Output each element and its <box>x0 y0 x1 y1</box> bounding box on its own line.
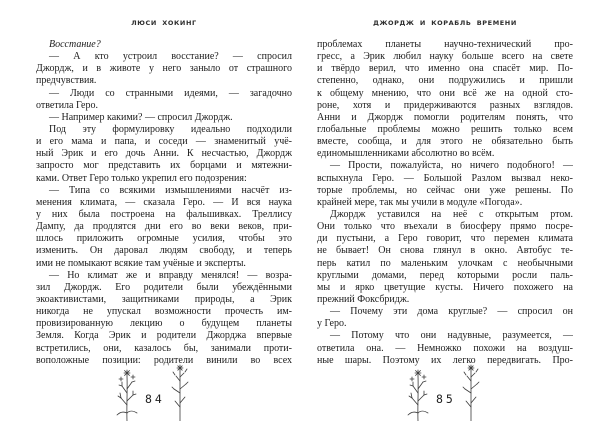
text-line: — Потому что они надувные, разумеется, — <box>330 330 573 342</box>
text-line: ками. Ответ Геро только укрепил его подозрения: <box>36 172 247 184</box>
text-line: Они только что въехали в биосферу прямо посре- <box>317 221 573 233</box>
text-line: у Геро. <box>317 318 347 330</box>
running-head-author: ЛЮСИ ХОКИНГ <box>131 19 197 27</box>
left-page <box>36 0 292 422</box>
text-line: крайней мере, так мы учили в модуле «Погода». <box>317 196 523 208</box>
text-line: экоактивистами, защитниками природы, а Эрик <box>36 293 292 305</box>
text-line: — Люди со странными идеями, — загадочно <box>49 87 292 99</box>
text-line: вместе, сообща, и для этого не обязательно быть <box>317 136 573 148</box>
botanical-sprig-icon <box>461 363 481 421</box>
text-line: Джордж уставился на неё с открытым ртом. <box>330 208 573 220</box>
text-line: шлось приложить огромные усилия, чтобы это <box>36 233 292 245</box>
running-head-title: ДЖОРДЖ И КОРАБЛЬ ВРЕМЕНИ <box>373 19 517 27</box>
left-page-footer <box>114 363 190 421</box>
botanical-sprig-icon <box>114 367 140 421</box>
text-line: Под эту формулировку идеально подходили <box>49 123 292 135</box>
text-line: никогда не упускал возможности прочесть им- <box>36 306 292 318</box>
text-line: единомышленниками абсолютно во всём. <box>317 148 495 160</box>
text-line: менения климата, — сказала Геро. — И вся наука <box>36 196 292 208</box>
right-page-footer <box>405 363 481 421</box>
text-line: глобальные проблемы можно решить только всем <box>317 123 573 135</box>
page-number: 84 <box>145 392 165 406</box>
text-line: Джордж, и в животе у него заныло от страшного <box>36 63 292 75</box>
text-line: Анни и Джордж помогли родителям понять, что <box>317 111 573 123</box>
page-number: 85 <box>436 392 456 406</box>
text-line: — Типа со всякими измышлениями насчёт из- <box>49 184 292 196</box>
text-line: круглыми домами, перед которыми росли паль- <box>317 269 573 281</box>
text-line: вспыхнула Геро. — Большой Разлом вызвал неко- <box>317 172 573 184</box>
botanical-sprig-icon <box>405 367 431 421</box>
text-line: торые проблемы, но сейчас они уже решены. По <box>317 184 573 196</box>
text-line: мы и ярко цветущие кусты. Ничего похожего на <box>317 281 573 293</box>
text-line: роне, хотя и придерживаются разных взглядов. <box>317 99 573 111</box>
text-line: и его мама и папа, и соседи — знаменитый учё- <box>36 136 292 148</box>
text-line: ные шары. Поэтому их легко передвигать. Про- <box>317 354 573 366</box>
text-line: не бывает! Он снова глянул в окно. Автобус те- <box>317 245 573 257</box>
text-line: ответила она. — Немножко похожи на воздуш- <box>317 342 573 354</box>
right-page <box>317 0 573 422</box>
right-page-text <box>317 39 573 367</box>
text-line: степенно, однако, они подружились и пришли <box>317 75 573 87</box>
text-line: — Но климат же и вправду менялся! — возра- <box>49 269 292 281</box>
left-page-text <box>36 39 292 367</box>
text-line: гресс, а Эрик любил науку больше всего на свете <box>317 51 573 63</box>
text-line: у них была построена на фальшивках. Треллису <box>36 208 292 220</box>
text-line: — Почему эти дома круглые? — спросил он <box>330 306 573 318</box>
text-line: встретились, они, казалось бы, занимали проти- <box>36 342 292 354</box>
text-line: ди пустыни, а Геро говорит, что перемен климата <box>317 233 573 245</box>
text-line: ими не помыкают всякие там учёные и эксперты. <box>36 257 246 269</box>
text-line: запросто мог представить их борцами и мятежни- <box>36 160 292 172</box>
text-line: ответила Геро. <box>36 99 98 111</box>
text-line: предчувствия. <box>36 75 97 87</box>
text-line: — А кто устроил восстание? — спросил <box>49 51 292 63</box>
text-line: проблемах планеты научно-технический про- <box>317 39 573 50</box>
text-line: прежний Фоксбридж. <box>317 293 410 305</box>
text-line: и твёрдо верил, что именно она спасёт мир. По- <box>317 63 573 75</box>
text-line: Дампу, да продлятся дни его во веки веков, при- <box>36 221 292 233</box>
text-line: провизированную лекцию о будущем планеты <box>36 318 292 330</box>
text-line: — Прости, пожалуйста, но ничего подобного! — <box>330 160 573 172</box>
text-line: перь катил по маленьким улочкам с необычными <box>317 257 573 269</box>
botanical-sprig-icon <box>170 363 190 421</box>
text-line: Земля. Когда Эрик и родители Джорджа впервые <box>36 330 292 342</box>
text-line: ный Эрик и его дочь Анни. К несчастью, Джордж <box>36 148 292 160</box>
text-line: воположные позиции: родители винили во всех <box>36 354 292 366</box>
text-line: зил Джордж. Его родители были убеждёнными <box>36 281 292 293</box>
text-line: — Например какими? — спросил Джордж. <box>49 111 233 123</box>
text-line: Восстание? <box>49 39 101 50</box>
text-line: изменить. Он даровал людям свободу, и теперь <box>36 245 292 257</box>
text-line: к общему мнению, что они всё же на одной сто- <box>317 87 573 99</box>
